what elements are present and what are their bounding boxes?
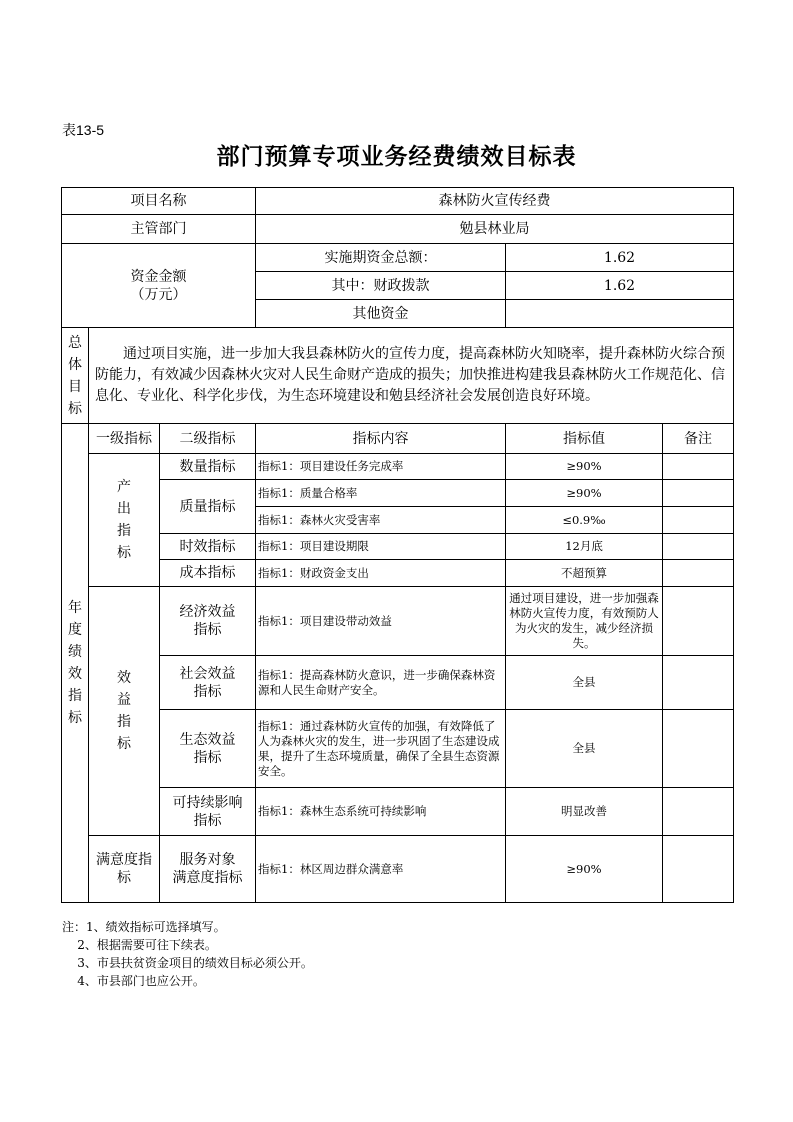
quantity-remark: [663, 454, 734, 480]
sustainable-remark: [663, 788, 734, 836]
benefit-indicators-label: 效 益 指 标: [89, 587, 160, 836]
footnote-2: 2、根据需要可往下续表。: [62, 938, 217, 952]
footnote-1: 注：1、绩效指标可选择填写。: [62, 920, 226, 934]
page-title: 部门预算专项业务经费绩效目标表: [216, 143, 577, 170]
dept-value: 勉县林业局: [256, 215, 734, 244]
economic-remark: [663, 587, 734, 656]
performance-goal-table: [61, 187, 734, 903]
table-number: 表13-5: [62, 122, 105, 138]
footnotes: [62, 918, 313, 990]
annual-indicators-label: 年 度 绩 效 指 标: [62, 424, 89, 903]
ecological-content: 指标1：通过森林防火宣传的加强，有效降低了人为森林火灾的发生，进一步巩固了生态建设成果，提升了生态环境质量，确保了全县生态资源安全。: [256, 710, 506, 788]
cost-value: 不超预算: [506, 560, 663, 587]
quality2-content: 指标1：森林火灾受害率: [256, 507, 506, 534]
service-remark: [663, 836, 734, 903]
quality1-remark: [663, 480, 734, 507]
output-indicators-label: 产 出 指 标: [89, 454, 160, 587]
service-label: 服务对象 满意度指标: [160, 836, 256, 903]
timeliness-content: 指标1：项目建设期限: [256, 534, 506, 560]
sustainable-label: 可持续影响 指标: [160, 788, 256, 836]
project-name-value: 森林防火宣传经费: [256, 188, 734, 215]
header-level1: 一级指标: [89, 424, 160, 454]
header-value: 指标值: [506, 424, 663, 454]
quantity-content: 指标1：项目建设任务完成率: [256, 454, 506, 480]
social-content: 指标1：提高森林防火意识，进一步确保森林资源和人民生命财产安全。: [256, 656, 506, 710]
cost-remark: [663, 560, 734, 587]
overall-goal-text: 通过项目实施，进一步加大我县森林防火的宣传力度，提高森林防火知晓率，提升森林防火综合预防能力，有效减少因森林火灾对人民生命财产造成的损失；加快推进构建我县森林防火工作规范化、信息化、专业化、科学化步伐，为生态环境建设和勉县经济社会发展创造良好环境。: [89, 328, 734, 424]
overall-goal-label: 总 体 目 标: [62, 328, 89, 424]
ecological-value: 全县: [506, 710, 663, 788]
quantity-value: ≥90%: [506, 454, 663, 480]
funds-total-value: 1.62: [506, 244, 734, 272]
funds-label: 资金金额 （万元）: [62, 244, 256, 328]
cost-content: 指标1：财政资金支出: [256, 560, 506, 587]
timeliness-value: 12月底: [506, 534, 663, 560]
quality1-content: 指标1：质量合格率: [256, 480, 506, 507]
social-label: 社会效益 指标: [160, 656, 256, 710]
ecological-remark: [663, 710, 734, 788]
funds-fiscal-value: 1.62: [506, 272, 734, 300]
header-content: 指标内容: [256, 424, 506, 454]
service-value: ≥90%: [506, 836, 663, 903]
satisfaction-indicators-label: 满意度指 标: [89, 836, 160, 903]
funds-other-label: 其他资金: [256, 300, 506, 328]
sustainable-content: 指标1：森林生态系统可持续影响: [256, 788, 506, 836]
social-remark: [663, 656, 734, 710]
project-name-label: 项目名称: [62, 188, 256, 215]
economic-value: 通过项目建设，进一步加强森林防火宣传力度，有效预防人为火灾的发生，减少经济损失。: [506, 587, 663, 656]
service-content: 指标1：林区周边群众满意率: [256, 836, 506, 903]
funds-total-label: 实施期资金总额：: [256, 244, 506, 272]
footnote-4: 4、市县部门也应公开。: [62, 974, 205, 988]
sustainable-value: 明显改善: [506, 788, 663, 836]
quality2-remark: [663, 507, 734, 534]
economic-label: 经济效益 指标: [160, 587, 256, 656]
cost-label: 成本指标: [160, 560, 256, 587]
funds-fiscal-label: 其中：财政拨款: [256, 272, 506, 300]
economic-content: 指标1：项目建设带动效益: [256, 587, 506, 656]
timeliness-remark: [663, 534, 734, 560]
header-remark: 备注: [663, 424, 734, 454]
dept-label: 主管部门: [62, 215, 256, 244]
quality-label: 质量指标: [160, 480, 256, 534]
funds-other-value: [506, 300, 734, 328]
social-value: 全县: [506, 656, 663, 710]
quality2-value: ≤0.9‰: [506, 507, 663, 534]
timeliness-label: 时效指标: [160, 534, 256, 560]
ecological-label: 生态效益 指标: [160, 710, 256, 788]
header-level2: 二级指标: [160, 424, 256, 454]
quality1-value: ≥90%: [506, 480, 663, 507]
footnote-3: 3、市县扶贫资金项目的绩效目标必须公开。: [62, 956, 313, 970]
quantity-label: 数量指标: [160, 454, 256, 480]
